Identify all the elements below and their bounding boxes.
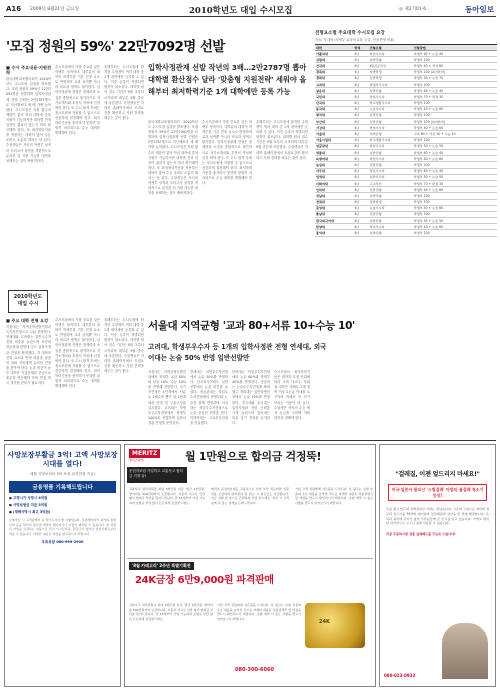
table-cell-university: 연세대: [315, 174, 353, 180]
table-cell: 고교추천: [369, 180, 413, 186]
table-cell-university: 세종대: [315, 150, 353, 156]
table-cell-university: 서강대: [315, 125, 353, 131]
table-cell: 4년: [353, 143, 368, 149]
table-cell: 논술우수자: [369, 106, 413, 112]
table-cell: 4년: [353, 75, 368, 81]
article1-text-7: 서울대는 지역균형선발전형과 특기자전형으로 나눠 선발한다. 연세대와 고려대는 일반우수자전형 비중을 늘렸으며 서강대 성균관대 한양대 등도 입학사정관 전형을 확대했다. 각 대학의 전형 요소와 반영 비율을 꼼꼼히 살펴 자신에게 유리한 전형을 찾아야 한다. 논술 비중이 높은 대학은 기출문제를 중심으로 충분히 연습해야 하며 면접 역시 철저한 준비가 필요하다.: [6, 325, 51, 386]
table-cell: 4년: [353, 230, 368, 236]
main-headline: '모집 정원의 59%' 22만7092명 선발: [6, 39, 225, 55]
article1-column-1: [6, 65, 51, 287]
insurance-ad-item: ● 고령시기 사망시 4억원: [9, 496, 48, 500]
table-cell: 학생부 50 + 논술 50: [413, 218, 497, 224]
table-cell: 4년: [353, 81, 368, 87]
table-cell: 4년: [353, 205, 368, 211]
table-cell: 학생부 40 + 논술 60: [413, 106, 497, 112]
table-cell: 학생부 100: [413, 81, 497, 87]
table-cell: 4년: [353, 156, 368, 162]
table-cell-university: 성균관대: [315, 143, 353, 149]
gold-promo-tag: '8월 카테고리' 2주년 특별기획전: [129, 562, 194, 570]
meritz-logo-sub: 메리츠화재: [129, 458, 144, 462]
table-cell-university: 충남대: [315, 211, 353, 217]
table-cell: 학생부 100: [413, 230, 497, 236]
table-cell: 일반선발: [369, 218, 413, 224]
table-cell: 일반전형: [369, 230, 413, 236]
meritz-ad-text-1: 교통사고 처리지원금 최대 3천만원 지급. 벌금 2천만원, 방어비용 500만원까지 보장합니다. 자동차 사고로 인한 형사 합의금 부담을 덜어드립니다. 만 15세부터 가입 가능하며 보험료 부담 없이 든든하게 보장받으세요.: [129, 487, 205, 505]
table-cell: 학생부우수자: [369, 81, 413, 87]
insurance-ad-phone: 무료상담 080-999-2900: [41, 540, 84, 545]
table-cell-university: 숭실대: [315, 162, 353, 168]
article1-column-3: [104, 65, 144, 287]
table-cell: 학생부 40 + 논술 60: [413, 224, 497, 230]
table-cell: 4년: [353, 51, 368, 57]
table-cell: 학생부 40 + 논술 60: [413, 156, 497, 162]
meritz-logo: MERITZ: [129, 449, 160, 458]
table-cell: 4년: [353, 69, 368, 75]
table-cell: 학생부 40 + 논술 60: [413, 125, 497, 131]
steam-mop-phone: 080-023-0933: [384, 673, 416, 678]
table-cell: KU전공적성: [369, 63, 413, 69]
section-bullet-heading: ■ 수시 주요내용·지원전략: [6, 65, 51, 76]
table-cell: 4년: [353, 199, 368, 205]
table-cell: 일반전형: [369, 187, 413, 193]
table-header-cell: 전형유형: [369, 45, 413, 51]
gold-promo-text-2: 가입 고객 전원에게 사은품을 드립니다. 본 광고는 보험 상품의 주요 내용을 요약한 것으로 자세한 내용은 상품설명서 및 약관을 반드시 확인하시기 바랍니다. 보험 계약 시 중요 사항을 반드시 읽어보시기 바랍니다.: [217, 603, 301, 621]
insurance-ad-subline: 매월 사망보험료 3억 보장 (2천만원 지급): [29, 472, 96, 476]
article1-text-2: 수시모집에서 가장 중요한 것은 학생부 성적이다. 대부분의 대학이 학생부를 기본 전형 요소로 반영하며 교과 성적뿐 아니라 비교과 영역도 평가한다. 입학사정관제 전형은 잠재력과 소질을 종합적으로 평가하므로 자기소개서와 추천서 작성에 신경 써야 한다. 또 수시 합격 후에는 정시모집에 지원할 수 없으므로 신중하게 결정해야 한다. 최저학력기준을 충족하지 못하면 불합격 처리되므로 수능 대비를 병행해야 한다.: [55, 65, 100, 136]
table-cell: 4년: [353, 168, 368, 174]
table-cell: 4년: [353, 88, 368, 94]
table-row: [315, 230, 497, 236]
main-subheadline: 입학사정관제 선발 작년의 3배…2만2787명 뽑아 대학별 환산점수 달라 '맞춤형 지원전략' 세워야 올해부터 최저학력기준 1개 대학에만 등록 가능: [148, 63, 307, 96]
newspaper-logo: 동아일보: [465, 5, 494, 14]
second-subheadline: 고려대, 학생부우수자 등 1개의 입학사정관 전형 연세대, 외국어대는 논술 50% 반영 일반선발만: [148, 343, 327, 362]
section-title: 2010학년도 대입 수시모집: [189, 6, 293, 16]
table-cell: 4년: [353, 218, 368, 224]
table-cell-university: 동국대: [315, 106, 353, 112]
section-badge-label: 대입 수시: [17, 301, 39, 307]
table-cell: 4년: [353, 162, 368, 168]
table-cell: 학업우수자: [369, 156, 413, 162]
table-cell: 학업우수자: [369, 143, 413, 149]
table-cell-university: 인하대: [315, 187, 353, 193]
table-cell: 학생부 60 + 논술 40: [413, 88, 497, 94]
second-headline: 서울대 지역균형 '교과 80+서류 10+수능 10': [148, 320, 355, 332]
table-cell: 학생부 60 + 논술 40: [413, 150, 497, 156]
table-cell: 4년: [353, 137, 368, 143]
ad-section-divider: [4, 440, 496, 441]
article2-column-3: [232, 370, 270, 436]
table-cell: 학생부 100: [413, 57, 497, 63]
meritz-ad-text-3: 가입 고객 전원에게 사은품을 드립니다. 본 광고는 보험 상품의 주요 내용을 요약한 것으로 자세한 내용은 상품설명서 및 약관을 반드시 확인하시기 바랍니다. 보험 계약 시 중요 사항을 반드시 읽어보시기 바랍니다.: [295, 487, 373, 505]
ad-code: ◎ 제2기01-6: [399, 7, 427, 12]
table-cell-university: 명지대: [315, 112, 353, 118]
article2-column-4: [274, 370, 310, 436]
insurance-ad-item: ● (재해사망시 최고 3억원): [9, 510, 51, 514]
section-badge-year: 2010학년도: [13, 294, 43, 300]
table-cell-university: 고려대: [315, 81, 353, 87]
table-cell-university: 가톨릭대: [315, 51, 353, 57]
article1-text-8: 수시모집에서 가장 중요한 것은 학생부 성적이다. 대부분의 대학이 학생부를 기본 전형 요소로 반영하며 교과 성적뿐 아니라 비교과 영역도 평가한다. 입학사정관제 전형은 잠재력과 소질을 종합적으로 평가하므로 자기소개서와 추천서 작성에 신경 써야 한다. 또 수시 합격 후에는 정시모집에 지원할 수 없으므로 신중하게 결정해야 한다. 최저학력기준을 충족하지 못하면 불합격 처리되므로 수능 대비를 병행해야 한다.: [55, 318, 100, 389]
article2-column-1: [148, 370, 186, 436]
article1-column-8: [55, 318, 100, 436]
table-cell: 학생부 100 (최저학력): [413, 69, 497, 75]
table-cell-university: 경북대: [315, 69, 353, 75]
gold-promo-headline: 24K금장 6만9,000원 파격판매: [135, 575, 274, 586]
table-cell: 일반학생: [369, 199, 413, 205]
table-cell: 지역균형: [369, 131, 413, 137]
table-header-cell: 학제: [353, 45, 368, 51]
table-cell: 학업우수자: [369, 224, 413, 230]
table-cell: 4년: [353, 112, 368, 118]
table-cell: 학생부 100: [413, 162, 497, 168]
table-cell: 학업우수자: [369, 94, 413, 100]
table-cell-university: 국민대: [315, 94, 353, 100]
table-cell: 일반전형: [369, 88, 413, 94]
table-cell: 학생부 60 + 논술 40: [413, 51, 497, 57]
model-photo: [442, 623, 488, 679]
table-cell-university: 부산대: [315, 119, 353, 125]
article2-text-1: 서울대는 지역균형선발전형에서 학생부 교과 80%와 서류 10%, 수능 10%를 반영해 선발한다. 특기자전형은 1단계에서 서류로 2배수를 뽑은 뒤 2단계에서 면접 및 구술고사를 실시한다. 고려대는 학생부우수자전형에서 학생부 100%로 선발하며 입학사정관 전형을 운영한다.: [148, 370, 186, 425]
table-cell: 4년: [353, 106, 368, 112]
table-cell: 4년: [353, 94, 368, 100]
table-cell: 4년: [353, 63, 368, 69]
table-cell: 4년: [353, 57, 368, 63]
article1-text-4: 한국대학교육협의회가 2010학년도 수시모집 일정을 발표했다. 모집 정원의 59%인 22만7092명을 선발하며 입학사정관제 선발 인원은 2만2787명으로 지난해보다 세 배 가량 늘어났다. 수시모집은 지원 횟수의 제한이 없어 여러 대학에 중복 지원이 가능하지만 대학별 전형 일정이 겹치지 않는지 미리 확인해야 한다. 또 최저학력기준을 적용하는 대학이 많아 수능 준비도 소홀히 해서는 안 된다. 수험생들은 자신의 학생부 성적과 모의고사 성적을 객관적으로 분석한 뒤 지원 가능한 대학을 선택하는 것이 바람직하다.: [148, 120, 198, 196]
table-cell: 일반학생: [369, 69, 413, 75]
article1-column-6: [256, 120, 308, 310]
article2-text-2: 연세대는 일반우수자전형에서 논술 50%를 반영한다. 한국외국어대도 일반선발에서 논술 비중을 높였다. 성균관대는 학업우수자전형에서 학생부와 논술을 함께 반영하며 서강대는 학업우수자전형으로 논술 중심의 선발을 한다. 이화여대는 고교추천전형을 신설했다.: [190, 370, 228, 425]
insurance-ad-item: ● 사망보험금 지급 3억원: [9, 503, 48, 507]
table-header-cell: 대학: [315, 45, 353, 51]
table-cell: 학생부 40 + 논술 60: [413, 187, 497, 193]
table-cell: 4년: [353, 131, 368, 137]
table-cell: 논술우수자: [369, 205, 413, 211]
table-cell: 4년: [353, 224, 368, 230]
table-cell-university: 광운대: [315, 88, 353, 94]
table-source-note: 자료: 각 대학 (학생부 교과·비교과, 논술, 면접 반영 비율): [315, 38, 395, 42]
gold-bar-image: [305, 603, 365, 648]
page-header: [4, 3, 496, 17]
gold-promo-band: [127, 558, 373, 596]
table-cell-university: 아주대: [315, 168, 353, 174]
table-cell: 일반학생: [369, 75, 413, 81]
table-cell: 4년: [353, 125, 368, 131]
article1-text-1: 한국대학교육협의회가 2010학년도 수시모집 일정을 발표했다. 모집 정원의 59%인 22만7092명을 선발하며 입학사정관제 선발 인원은 2만2787명으로 지난해보다 세 배 가량 늘어났다. 수시모집은 지원 횟수의 제한이 없어 여러 대학에 중복 지원이 가능하지만 대학별 전형 일정이 겹치지 않는지 미리 확인해야 한다. 또 최저학력기준을 적용하는 대학이 많아 수능 준비도 소홀히 해서는 안 된다. 수험생들은 자신의 학생부 성적과 모의고사 성적을 객관적으로 분석한 뒤 지원 가능한 대학을 선택하는 것이 바람직하다.: [6, 77, 51, 163]
insurance-ad-body: 보험가입 시 고객님께서 꼭 알아두셔야 할 사항입니다. 보험계약자가 과거의 질병 이력 등을 알리지 않으면 계약이 해지되거나 보장이 제한될 수 있습니다. 본 상품은 사망을 보장하는 상품으로 만기 시 지급되는 환급금이 없거나 납입보험료보다 적을 수 있습니다. 자세한 내용은 약관을 참고하시기 바랍니다.: [9, 518, 116, 536]
meritz-ad-callout: 운전자보험 가입하고 교통사고 합의금 걱정 끝!: [127, 467, 187, 483]
admissions-table: [315, 44, 497, 237]
article1-column-2: [55, 65, 100, 287]
table-cell: 학생부 100: [413, 137, 497, 143]
table-cell: 일반전형: [369, 211, 413, 217]
meritz-ad[interactable]: [124, 444, 376, 687]
article1-column-4: [148, 120, 198, 310]
table-cell: 학생부 40 + 논술 60: [413, 205, 497, 211]
insurance-ad[interactable]: [4, 444, 121, 687]
table-cell: 학생부 70 + 면접 30: [413, 94, 497, 100]
article1-text-6: 올해부터는 수시모집에 합격한 수험생이 여러 대학 중 1개 대학에만 등록할 수 있다. 이중 등록이 적발되면 합격이 취소된다. 대학별 원서 접수 기간은 9월 초부터 시작되며 대부분 9월 중순에 마감한다. 수험생들은 각 대학 홈페이지에서 모집요강을 확인하고 지원 전략을 세우는 것이 좋다.: [256, 120, 308, 160]
gold-promo-text-1: 교통사고 처리지원금 최대 3천만원 지급. 벌금 2천만원, 방어비용 500만원까지 보장합니다. 자동차 사고로 인한 형사 합의금 부담을 덜어드립니다. 만 15세부터 가입 가능하며 보험료 부담 없이 든든하게 보장받으세요.: [129, 603, 213, 621]
table-cell: 학생부 100: [413, 112, 497, 118]
article1-column-9: [104, 318, 144, 436]
table-cell: 일반전형: [369, 193, 413, 199]
table-cell: 학교생활우수자: [369, 137, 413, 143]
table-cell-university: 숙명여대: [315, 156, 353, 162]
issue-date: 2009년 8월21일 금요일: [30, 7, 79, 12]
page-number: A16: [6, 5, 22, 13]
table-cell-university: 중앙대: [315, 205, 353, 211]
table-cell: 4년: [353, 100, 368, 106]
table-cell: 4년: [353, 187, 368, 193]
table-cell: 4년: [353, 150, 368, 156]
table-cell: 일반전형: [369, 162, 413, 168]
table-cell-university: 강원대: [315, 57, 353, 63]
table-cell: 4년: [353, 193, 368, 199]
table-cell: 일반우수자: [369, 174, 413, 180]
admissions-table-panel: [315, 30, 497, 438]
table-cell-university: 홍익대: [315, 230, 353, 236]
meritz-ad-headline: 월 1만원으로 합의금 걱정뚝!: [185, 450, 322, 463]
table-cell: 학생부 100: [413, 100, 497, 106]
table-cell: 일반전형: [369, 112, 413, 118]
table-cell-university: 한국외국어대: [315, 218, 353, 224]
table-cell-university: 전남대: [315, 193, 353, 199]
table-title: 전형요소별 주요대학 수시모집 요강: [315, 31, 385, 36]
steam-mop-ad[interactable]: [379, 444, 496, 687]
article1-column-5: [202, 120, 252, 310]
table-cell: 학생부 100: [413, 211, 497, 217]
table-cell: 학생부 50 + 논술 50: [413, 174, 497, 180]
insurance-ad-band: 금융명품 기록해드립니다: [9, 481, 116, 493]
table-cell: 학업우수자: [369, 51, 413, 57]
table-cell: 학생부 100: [413, 193, 497, 199]
table-cell: 학생부 40 + 적성 60: [413, 63, 497, 69]
gold-promo-phone: 080-300-6060: [235, 667, 274, 673]
article1-text-5: 수시모집에서 가장 중요한 것은 학생부 성적이다. 대부분의 대학이 학생부를 기본 전형 요소로 반영하며 교과 성적뿐 아니라 비교과 영역도 평가한다. 입학사정관제 전형은 잠재력과 소질을 종합적으로 평가하므로 자기소개서와 추천서 작성에 신경 써야 한다. 또 수시 합격 후에는 정시모집에 지원할 수 없으므로 신중하게 결정해야 한다. 최저학력기준을 충족하지 못하면 불합격 처리되므로 수능 대비를 병행해야 한다.: [202, 120, 252, 186]
table-cell-university: 이화여대: [315, 180, 353, 186]
table-cell: 일반전형: [369, 150, 413, 156]
table-cell: 4년: [353, 211, 368, 217]
table-cell-university: 서울대: [315, 131, 353, 137]
table-cell: 4년: [353, 174, 368, 180]
gold-bar-label: 24K: [319, 619, 330, 625]
table-cell: 학생부 70 + 면접 30: [413, 180, 497, 186]
insurance-ad-headline: 사망보장부활금 3억! 고액 사망보장 시대를 열다!: [7, 451, 118, 468]
steam-mop-body: 무릎 꿇고 엎드려 걸레질하던 시대는 끝났습니다. 고온의 스팀으로 바닥의 세균과 진드기를 99.9% 제거하며 물걸레질과 살균을 한 번에 해결합니다. 손목과 허리에 무리가 없어 주부님들께 큰 인기를 얻고 있습니다. 가볍고 편리한 디자인으로 누구나 쉽게 사용할 수 있습니다.: [386, 507, 489, 526]
table-body: [315, 51, 497, 237]
table-cell: 학생부 100 (최저학력): [413, 119, 497, 125]
table-cell-university: 서울시립대: [315, 137, 353, 143]
table-header-cell: 전형방법: [413, 45, 497, 51]
table-cell: 교과 80 + 서류 10 + 수능 10: [413, 131, 497, 137]
article1-text-3: 올해부터는 수시모집에 합격한 수험생이 여러 대학 중 1개 대학에만 등록할 수 있다. 이중 등록이 적발되면 합격이 취소된다. 대학별 원서 접수 기간은 9월 초부터 시작되며 대부분 9월 중순에 마감한다. 수험생들은 각 대학 홈페이지에서 모집요강을 확인하고 지원 전략을 세우는 것이 좋다.: [104, 65, 144, 120]
article2-text-4: 수시모집의 최저학력기준은 대학과 모집 단위에 따라 크게 다르다. 상위권 대학은 대체로 2개 영역 이상 2등급 이내를 요구하며 의예과 등 인기 학과는 기준이 더 높다. 수험생은 자신의 수능 예상 등급을 고려해 지원 대학을 정해야 한다.: [274, 370, 310, 420]
article1-column-7: [6, 318, 51, 436]
table-cell: 학생부 50 + 논술 50: [413, 143, 497, 149]
table-cell: 학업우수자: [369, 168, 413, 174]
table-cell-university: 한양대: [315, 224, 353, 230]
steam-mop-headline: "걸레질, 이젠 엎드리지 마세요!": [395, 471, 480, 478]
meritz-ad-text-2: 메리츠 운전자보험은 교통사고로 인한 부상 치료비와 입원비를 보장하며 면허정지 및 취소 시 위로금도 지급합니다. 지금 전화 한 통으로 간편하게 상담 받으세요. 상담 시 고객님께 꼭 맞는 설계를 도와드립니다.: [211, 487, 289, 505]
section-bullet-heading-2: ■ 주요 대학 전형 요강: [6, 318, 49, 323]
table-cell: 학생부 100: [413, 199, 497, 205]
article2-column-2: [190, 370, 228, 436]
table-cell: 학생부 60 + 논술 40: [413, 168, 497, 174]
table-cell: 일반전형: [369, 119, 413, 125]
article1-text-9: 올해부터는 수시모집에 합격한 수험생이 여러 대학 중 1개 대학에만 등록할 수 있다. 이중 등록이 적발되면 합격이 취소된다. 대학별 원서 접수 기간은 9월 초부터 시작되며 대부분 9월 중순에 마감한다. 수험생들은 각 대학 홈페이지에서 모집요강을 확인하고 지원 전략을 세우는 것이 좋다.: [104, 318, 144, 373]
table-cell: 학교생활우수자: [369, 100, 413, 106]
table-cell: 학생부 30 + 논술 70: [413, 75, 497, 81]
table-cell-university: 단국대: [315, 100, 353, 106]
table-cell: 학업우수자: [369, 125, 413, 131]
table-cell-university: 경희대: [315, 75, 353, 81]
table-cell: 4년: [353, 119, 368, 125]
section-badge: [8, 290, 48, 313]
steam-mop-subline: 미국·일본서 불티난 '스팀걸레' 마법의 물걸레 청소기 등장!: [388, 484, 487, 501]
article2-text-3: 한양대는 학업우수자전형에서 논술 60%와 학생부 40%를 반영한다. 중앙대는 논술우수자전형을 확대했고 경희대는 일반학생전형에서 논술 70%를 반영한다. 건국대와 동국대는 입학사정관 전형 인원을 크게 늘렸으며 홍익대는 미술 실기 전형을 유지한다.: [232, 370, 270, 425]
table-cell: 일반전형: [369, 57, 413, 63]
table-cell: 4년: [353, 180, 368, 186]
table-cell-university: 건국대: [315, 63, 353, 69]
steam-mop-highlight: 지금 주문하시면 전용 걸레패드를 무료로 드립니다!: [386, 532, 456, 537]
table-cell-university: 전북대: [315, 199, 353, 205]
